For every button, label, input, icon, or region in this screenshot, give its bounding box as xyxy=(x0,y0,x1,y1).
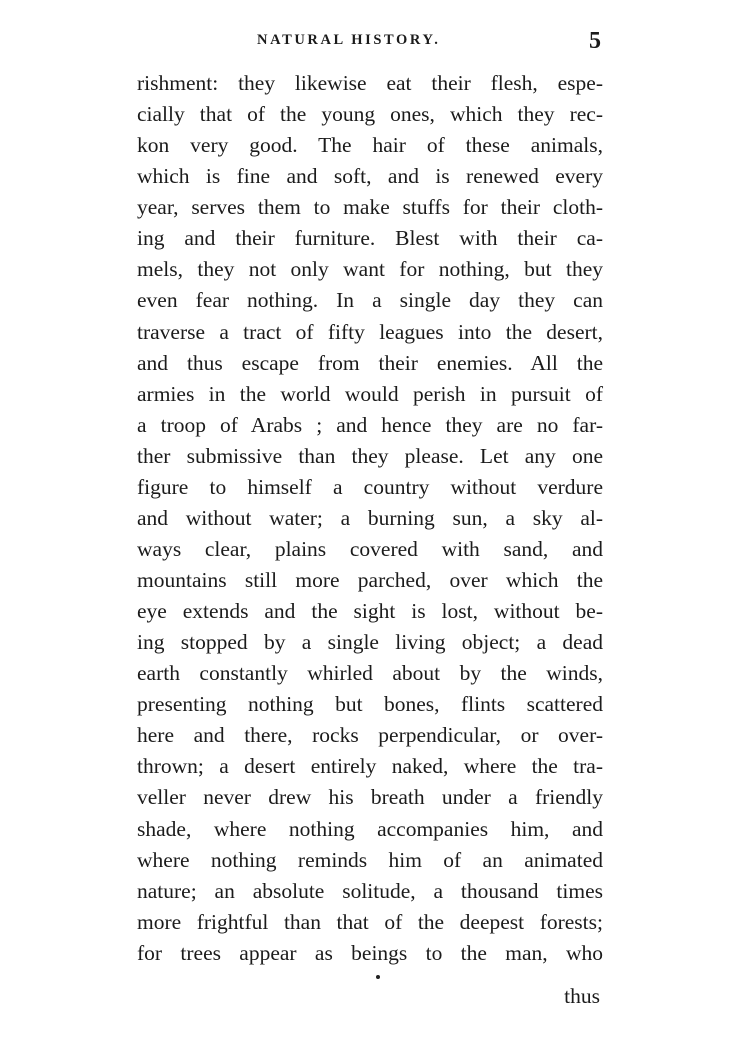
text-line: shade, where nothing accompanies him, and xyxy=(137,816,603,841)
catchword: thus xyxy=(564,984,600,1008)
text-line: which is fine and soft, and is renewed every xyxy=(137,164,603,189)
text-line: armies in the world would perish in pursuit of xyxy=(137,381,603,406)
text-line: a troop of Arabs ; and hence they are no far- xyxy=(137,412,603,437)
text-line: ways clear, plains covered with sand, and xyxy=(137,536,603,561)
text-line: here and there, rocks perpendicular, or over- xyxy=(137,723,603,748)
running-head xyxy=(135,30,605,60)
body-text xyxy=(137,68,603,969)
text-line: rishment: they likewise eat their flesh, espe- xyxy=(137,71,603,95)
text-line: earth constantly whirled about by the winds, xyxy=(137,661,603,686)
text-line: and without water; a burning sun, a sky al- xyxy=(137,505,603,530)
text-line: ing stopped by a single living object; a dead xyxy=(137,630,603,655)
text-line: traverse a tract of fifty leagues into the desert, xyxy=(137,319,603,344)
text-line: eye extends and the sight is lost, without be- xyxy=(137,599,603,624)
ink-speck xyxy=(376,975,380,979)
text-line: even fear nothing. In a single day they can xyxy=(137,288,603,313)
running-title: NATURAL HISTORY. xyxy=(257,32,441,48)
text-line: nature; an absolute solitude, a thousand times xyxy=(137,878,603,903)
text-line: more frightful than that of the deepest forests; xyxy=(137,909,603,934)
text-line: ing and their furniture. Blest with their ca- xyxy=(137,226,603,251)
text-line: for trees appear as beings to the man, who xyxy=(137,940,603,965)
text-line: mels, they not only want for nothing, but they xyxy=(137,257,603,282)
text-line: figure to himself a country without verdure xyxy=(137,474,603,499)
text-line: thrown; a desert entirely naked, where the tra- xyxy=(137,754,603,779)
text-line: year, serves them to make stuffs for their cloth- xyxy=(137,195,603,220)
text-line: cially that of the young ones, which they rec- xyxy=(137,102,603,127)
text-line: and thus escape from their enemies. All the xyxy=(137,350,603,375)
text-line: presenting nothing but bones, flints scattered xyxy=(137,692,603,717)
page-number: 5 xyxy=(589,28,601,54)
text-line: veller never drew his breath under a friendly xyxy=(137,785,603,810)
text-line: ther submissive than they please. Let any one xyxy=(137,443,603,468)
text-line: mountains still more parched, over which the xyxy=(137,568,603,592)
text-line: where nothing reminds him of an animated xyxy=(137,847,603,872)
text-line: kon very good. The hair of these animals, xyxy=(137,133,603,158)
